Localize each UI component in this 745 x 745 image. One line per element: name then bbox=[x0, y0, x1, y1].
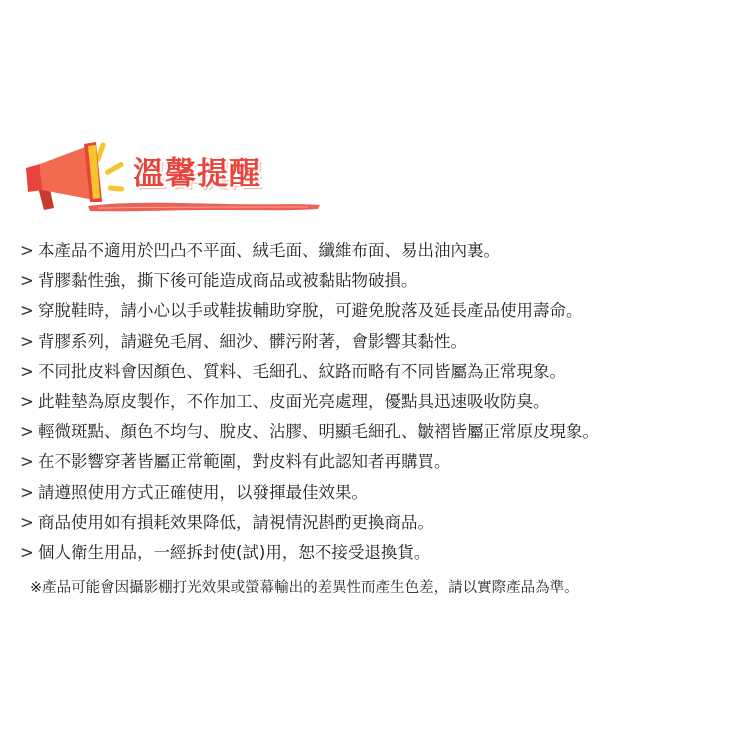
chevron-right-icon: > bbox=[20, 512, 34, 532]
notice-text: 此鞋墊為原皮製作，不作加工、皮面光亮處理，優點具迅速吸收防臭。 bbox=[38, 391, 550, 411]
disclaimer-footnote: ※產品可能會因攝影棚打光效果或螢幕輸出的差異性而產生色差，請以實際產品為準。 bbox=[30, 580, 579, 596]
list-item bbox=[20, 296, 740, 326]
list-item bbox=[20, 327, 740, 357]
list-item bbox=[20, 387, 740, 417]
brush-underline bbox=[88, 198, 320, 214]
list-item bbox=[20, 357, 740, 387]
list-item bbox=[20, 538, 740, 568]
chevron-right-icon: > bbox=[20, 331, 34, 351]
chevron-right-icon: > bbox=[20, 422, 34, 442]
chevron-right-icon: > bbox=[20, 452, 34, 472]
notice-text: 不同批皮料會因顏色、質料、毛細孔、紋路而略有不同皆屬為正常現象。 bbox=[38, 361, 566, 381]
notice-text: 商品使用如有損耗效果降低，請視情況斟酌更換商品。 bbox=[38, 512, 434, 532]
list-item bbox=[20, 447, 740, 477]
notice-text: 個人衛生用品，一經拆封使(試)用，恕不接受退換貨。 bbox=[38, 542, 431, 562]
notice-text: 本產品不適用於凹凸不平面、絨毛面、纖維布面、易出油內裏。 bbox=[38, 241, 500, 260]
list-item bbox=[20, 266, 740, 296]
notice-text: 請遵照使用方式正確使用，以發揮最佳效果。 bbox=[38, 482, 368, 502]
notice-list bbox=[20, 236, 740, 568]
notice-header bbox=[18, 128, 308, 223]
list-item bbox=[20, 417, 740, 447]
notice-text: 背膠系列，請避免毛屑、細沙、髒污附著，會影響其黏性。 bbox=[38, 331, 467, 351]
notice-text: 背膠黏性強，撕下後可能造成商品或被黏貼物破損。 bbox=[38, 271, 418, 291]
list-item bbox=[20, 236, 740, 266]
page-title: 溫馨提醒 bbox=[133, 156, 261, 192]
list-item bbox=[20, 478, 740, 508]
chevron-right-icon: > bbox=[20, 241, 34, 260]
chevron-right-icon: > bbox=[20, 361, 34, 381]
chevron-right-icon: > bbox=[20, 542, 34, 562]
notice-text: 穿脫鞋時，請小心以手或鞋拔輔助穿脫，可避免脫落及延長產品使用壽命。 bbox=[38, 301, 583, 321]
chevron-right-icon: > bbox=[20, 482, 34, 502]
chevron-right-icon: > bbox=[20, 271, 34, 291]
chevron-right-icon: > bbox=[20, 391, 34, 411]
notice-text: 在不影響穿著皆屬正常範圍，對皮料有此認知者再購買。 bbox=[38, 452, 451, 472]
list-item bbox=[20, 508, 740, 538]
notice-text: 輕微斑點、顏色不均勻、脫皮、沾膠、明顯毛細孔、皺褶皆屬正常原皮現象。 bbox=[38, 422, 599, 442]
chevron-right-icon: > bbox=[20, 301, 34, 321]
